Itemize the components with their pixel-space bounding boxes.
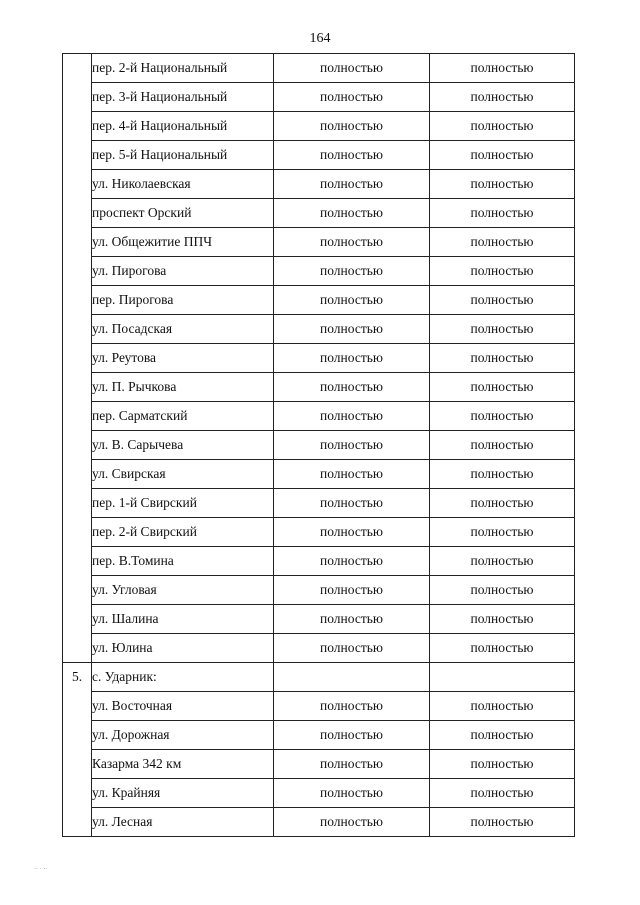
- coverage-cell-b: полностью: [430, 692, 575, 721]
- street-name-cell: пер. Сарматский: [92, 402, 274, 431]
- coverage-cell-b: полностью: [430, 54, 575, 83]
- row-number-cell: [63, 576, 92, 605]
- street-name-cell: с. Ударник:: [92, 663, 274, 692]
- coverage-cell-a: полностью: [274, 518, 430, 547]
- coverage-cell-a: полностью: [274, 170, 430, 199]
- coverage-cell-b: полностью: [430, 460, 575, 489]
- row-number-cell: [63, 402, 92, 431]
- coverage-cell-b: полностью: [430, 373, 575, 402]
- street-name-cell: Казарма 342 км: [92, 750, 274, 779]
- coverage-cell-b: полностью: [430, 141, 575, 170]
- coverage-cell-a: полностью: [274, 199, 430, 228]
- coverage-cell-a: полностью: [274, 112, 430, 141]
- coverage-cell-b: полностью: [430, 112, 575, 141]
- street-name-cell: ул. Дорожная: [92, 721, 274, 750]
- row-number-cell: [63, 54, 92, 83]
- coverage-cell-a: полностью: [274, 779, 430, 808]
- coverage-cell-b: полностью: [430, 83, 575, 112]
- coverage-cell-b: полностью: [430, 199, 575, 228]
- street-name-cell: пер. 2-й Национальный: [92, 54, 274, 83]
- street-name-cell: пер. 2-й Свирский: [92, 518, 274, 547]
- coverage-cell-b: полностью: [430, 808, 575, 837]
- coverage-cell-a: полностью: [274, 286, 430, 315]
- row-number-cell: [63, 257, 92, 286]
- row-number-cell: [63, 228, 92, 257]
- row-number-cell: [63, 315, 92, 344]
- coverage-cell-a: полностью: [274, 460, 430, 489]
- street-name-cell: ул. Угловая: [92, 576, 274, 605]
- coverage-cell-a: [274, 663, 430, 692]
- street-name-cell: ул. П. Рычкова: [92, 373, 274, 402]
- coverage-cell-a: полностью: [274, 605, 430, 634]
- coverage-cell-b: полностью: [430, 170, 575, 199]
- table-row: [63, 373, 575, 402]
- coverage-cell-a: полностью: [274, 83, 430, 112]
- coverage-cell-a: полностью: [274, 315, 430, 344]
- table-row: [63, 199, 575, 228]
- row-number-cell: [63, 373, 92, 402]
- streets-table: [62, 53, 575, 837]
- coverage-cell-b: полностью: [430, 779, 575, 808]
- street-name-cell: ул. Юлина: [92, 634, 274, 663]
- row-number-cell: 5.: [63, 663, 92, 692]
- streets-table-body: [63, 54, 575, 837]
- coverage-cell-b: полностью: [430, 257, 575, 286]
- street-name-cell: пер. 1-й Свирский: [92, 489, 274, 518]
- table-row: [63, 779, 575, 808]
- coverage-cell-a: полностью: [274, 141, 430, 170]
- row-number-cell: [63, 547, 92, 576]
- coverage-cell-a: полностью: [274, 808, 430, 837]
- coverage-cell-a: полностью: [274, 373, 430, 402]
- coverage-cell-a: полностью: [274, 344, 430, 373]
- table-row: [63, 431, 575, 460]
- table-row: [63, 489, 575, 518]
- coverage-cell-a: полностью: [274, 750, 430, 779]
- street-name-cell: ул. Посадская: [92, 315, 274, 344]
- coverage-cell-b: полностью: [430, 402, 575, 431]
- row-number-cell: [63, 460, 92, 489]
- table-row: [63, 663, 575, 692]
- table-row: [63, 315, 575, 344]
- table-row: [63, 402, 575, 431]
- street-name-cell: ул. Николаевская: [92, 170, 274, 199]
- row-number-cell: [63, 518, 92, 547]
- table-row: [63, 634, 575, 663]
- street-name-cell: пер. 4-й Национальный: [92, 112, 274, 141]
- coverage-cell-b: полностью: [430, 750, 575, 779]
- table-row: [63, 83, 575, 112]
- coverage-cell-b: полностью: [430, 634, 575, 663]
- coverage-cell-b: полностью: [430, 518, 575, 547]
- coverage-cell-b: полностью: [430, 286, 575, 315]
- street-name-cell: ул. Пирогова: [92, 257, 274, 286]
- coverage-cell-b: полностью: [430, 228, 575, 257]
- row-number-cell: [63, 605, 92, 634]
- row-number-cell: [63, 431, 92, 460]
- row-number-cell: [63, 692, 92, 721]
- coverage-cell-a: полностью: [274, 576, 430, 605]
- coverage-cell-a: полностью: [274, 257, 430, 286]
- coverage-cell-a: полностью: [274, 634, 430, 663]
- row-number-cell: [63, 141, 92, 170]
- row-number-cell: [63, 634, 92, 663]
- row-number-cell: [63, 112, 92, 141]
- street-name-cell: ул. Шалина: [92, 605, 274, 634]
- row-number-cell: [63, 750, 92, 779]
- table-row: [63, 721, 575, 750]
- coverage-cell-a: полностью: [274, 54, 430, 83]
- row-number-cell: [63, 83, 92, 112]
- coverage-cell-b: полностью: [430, 547, 575, 576]
- street-name-cell: проспект Орский: [92, 199, 274, 228]
- row-number-cell: [63, 721, 92, 750]
- coverage-cell-a: полностью: [274, 228, 430, 257]
- table-row: [63, 170, 575, 199]
- table-row: [63, 750, 575, 779]
- coverage-cell-b: полностью: [430, 576, 575, 605]
- table-row: [63, 605, 575, 634]
- table-row: [63, 518, 575, 547]
- table-row: [63, 286, 575, 315]
- coverage-cell-a: полностью: [274, 547, 430, 576]
- street-name-cell: пер. 3-й Национальный: [92, 83, 274, 112]
- street-name-cell: ул. Реутова: [92, 344, 274, 373]
- table-row: [63, 576, 575, 605]
- coverage-cell-a: полностью: [274, 402, 430, 431]
- street-name-cell: пер. Пирогова: [92, 286, 274, 315]
- row-number-cell: [63, 286, 92, 315]
- row-number-cell: [63, 344, 92, 373]
- table-row: [63, 808, 575, 837]
- coverage-cell-a: полностью: [274, 692, 430, 721]
- coverage-cell-b: полностью: [430, 344, 575, 373]
- scan-mark: ·· · ··: [34, 866, 48, 872]
- street-name-cell: пер. 5-й Национальный: [92, 141, 274, 170]
- street-name-cell: ул. В. Сарычева: [92, 431, 274, 460]
- coverage-cell-b: полностью: [430, 721, 575, 750]
- coverage-cell-a: полностью: [274, 431, 430, 460]
- row-number-cell: [63, 170, 92, 199]
- street-name-cell: ул. Восточная: [92, 692, 274, 721]
- coverage-cell-b: полностью: [430, 489, 575, 518]
- coverage-cell-b: полностью: [430, 431, 575, 460]
- street-name-cell: ул. Общежитие ППЧ: [92, 228, 274, 257]
- table-row: [63, 547, 575, 576]
- coverage-cell-a: полностью: [274, 721, 430, 750]
- page-number: 164: [309, 31, 331, 46]
- coverage-cell-b: [430, 663, 575, 692]
- table-row: [63, 141, 575, 170]
- row-number-cell: [63, 199, 92, 228]
- coverage-cell-a: полностью: [274, 489, 430, 518]
- table-row: [63, 228, 575, 257]
- street-name-cell: ул. Свирская: [92, 460, 274, 489]
- table-row: [63, 344, 575, 373]
- street-name-cell: пер. В.Томина: [92, 547, 274, 576]
- table-row: [63, 257, 575, 286]
- table-row: [63, 112, 575, 141]
- table-row: [63, 692, 575, 721]
- coverage-cell-b: полностью: [430, 605, 575, 634]
- row-number-cell: [63, 489, 92, 518]
- row-number-cell: [63, 779, 92, 808]
- coverage-cell-b: полностью: [430, 315, 575, 344]
- table-row: [63, 54, 575, 83]
- row-number-cell: [63, 808, 92, 837]
- table-row: [63, 460, 575, 489]
- street-name-cell: ул. Лесная: [92, 808, 274, 837]
- street-name-cell: ул. Крайняя: [92, 779, 274, 808]
